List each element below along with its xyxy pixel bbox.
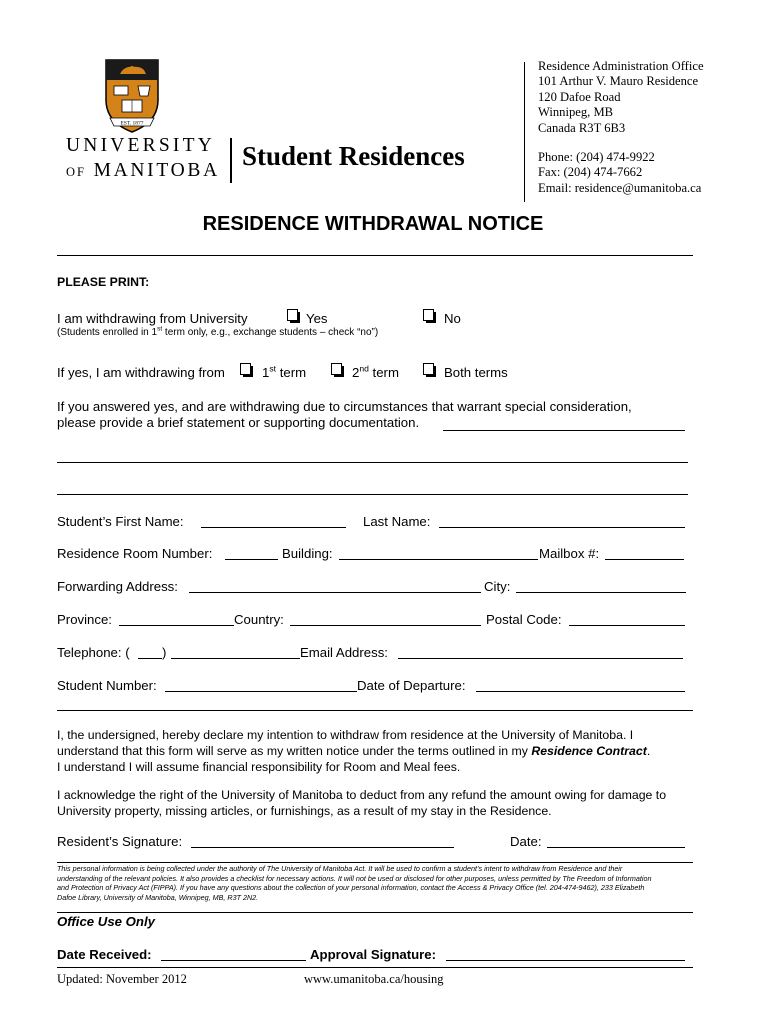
special-consideration-text: If you answered yes, and are withdrawing due to circumstances that warrant special consideration, please provide a brief statement or supporting documentation. — [57, 399, 632, 430]
first-name-label: Student’s First Name: — [57, 514, 184, 529]
area-code-field[interactable] — [138, 658, 162, 659]
form-title: RESIDENCE WITHDRAWAL NOTICE — [202, 213, 544, 235]
date-label: Date: — [510, 834, 542, 849]
office-use-heading: Office Use Only — [57, 914, 155, 929]
housing-url-link[interactable]: www.umanitoba.ca/housing — [304, 972, 444, 986]
updated-date: Updated: November 2012 — [57, 972, 187, 986]
approval-signature-field[interactable] — [446, 960, 685, 961]
country-field[interactable] — [290, 625, 481, 626]
student-number-label: Student Number: — [57, 678, 157, 693]
second-term-label: 2nd term — [352, 363, 399, 380]
postal-code-label: Postal Code: — [486, 612, 562, 627]
date-field[interactable] — [547, 847, 685, 848]
last-name-field[interactable] — [439, 527, 685, 528]
statement-field-line-3[interactable] — [57, 494, 688, 495]
declaration-text: I, the undersigned, hereby declare my intention to withdraw from residence at the University of Manitoba. I understand that this form will serve as my written notice under the terms outlined in my Residence Contract. I understand I will assume financial responsibility for Room and Meal fees. — [57, 728, 651, 774]
last-name-label: Last Name: — [363, 514, 431, 529]
room-number-label: Residence Room Number: — [57, 546, 213, 561]
building-label: Building: — [282, 546, 333, 561]
first-name-field[interactable] — [201, 527, 346, 528]
logo-wordmark-manitoba: OF MANITOBA — [66, 160, 220, 181]
forwarding-address-label: Forwarding Address: — [57, 579, 178, 594]
address-line: Winnipeg, MB — [538, 105, 614, 120]
both-terms-checkbox[interactable] — [423, 363, 436, 377]
telephone-label: Telephone: ( — [57, 645, 130, 660]
address-line: 120 Dafoe Road — [538, 89, 621, 104]
mailbox-label: Mailbox #: — [539, 546, 600, 561]
phone-text: Phone: (204) 474-9922 — [538, 150, 655, 164]
privacy-notice: This personal information is being collected under the authority of The University of Manitoba Act. It will be used to confirm a student’s intent to withdraw from Residence and their understanding of the relevant policies. It also provides a checklist for necessary actions. It will not be used or disclosed for other purposes, unless permitted by The Freedom of Information and Protection of Privacy Act (FIPPA). If you have any questions about the collection of your personal information, contact the Access & Privacy Office (tel. 204-474-9462), 233 Elizabeth Dafoe Library, University of Manitoba, Winnipeg, MB, R3T 2N2. — [57, 864, 652, 902]
first-term-checkbox[interactable] — [240, 363, 253, 377]
statement-field-line-2[interactable] — [57, 462, 688, 463]
departure-date-field[interactable] — [476, 691, 685, 692]
header-divider — [230, 138, 232, 183]
province-label: Province: — [57, 612, 112, 627]
city-field[interactable] — [516, 592, 686, 593]
acknowledgement-text: I acknowledge the right of the University of Manitoba to deduct from any refund the amount owing for damage to University property, missing articles, or furnishings, as a result of my stay in the Residence. — [57, 788, 667, 818]
yes-checkbox[interactable] — [287, 309, 300, 323]
section-rule — [57, 710, 693, 711]
telephone-paren: ) — [162, 645, 167, 660]
postal-code-field[interactable] — [569, 625, 685, 626]
room-number-field[interactable] — [225, 559, 278, 560]
please-print-label: PLEASE PRINT: — [57, 275, 150, 289]
email-field[interactable] — [398, 658, 683, 659]
date-received-label: Date Received: — [57, 947, 152, 962]
office-use-rule — [57, 912, 693, 913]
second-term-checkbox[interactable] — [331, 363, 344, 377]
country-label: Country: — [234, 612, 284, 627]
city-label: City: — [484, 579, 511, 594]
mailbox-field[interactable] — [605, 559, 684, 560]
footer-rule — [57, 967, 693, 968]
email-label: Email Address: — [300, 645, 388, 660]
no-checkbox[interactable] — [423, 309, 436, 323]
university-crest-icon — [58, 46, 208, 136]
departure-date-label: Date of Departure: — [357, 678, 466, 693]
office-address — [538, 59, 704, 136]
address-line: Residence Administration Office — [538, 59, 704, 73]
signature-label: Resident’s Signature: — [57, 834, 183, 849]
approval-signature-label: Approval Signature: — [310, 947, 437, 962]
province-field[interactable] — [119, 625, 234, 626]
address-line: 101 Arthur V. Mauro Residence — [538, 74, 699, 89]
exchange-note: (Students enrolled in 1st term only, e.g., exchange students – check “no”) — [57, 325, 379, 338]
first-term-label: 1st term — [262, 363, 307, 380]
withdraw-university-label: I am withdrawing from University — [57, 311, 248, 326]
withdraw-term-label: If yes, I am withdrawing from — [57, 365, 225, 380]
department-title: Student Residences — [242, 141, 465, 171]
telephone-field[interactable] — [171, 658, 300, 659]
date-received-field[interactable] — [161, 960, 306, 961]
address-line: Canada R3T 6B3 — [538, 120, 626, 135]
no-option-label: No — [444, 311, 461, 326]
statement-field[interactable] — [443, 430, 685, 431]
title-rule — [57, 255, 693, 256]
fax-text: Fax: (204) 474-7662 — [538, 165, 643, 180]
student-number-field[interactable] — [165, 691, 357, 692]
signature-field[interactable] — [191, 847, 454, 848]
yes-option-label: Yes — [306, 311, 328, 326]
both-terms-label: Both terms — [444, 365, 508, 380]
privacy-rule — [57, 862, 693, 863]
svg-text:EST. 1877: EST. 1877 — [120, 120, 144, 127]
email-link[interactable]: Email: residence@umanitoba.ca — [538, 180, 702, 195]
logo-wordmark-university: UNIVERSITY — [66, 135, 215, 156]
forwarding-address-field[interactable] — [189, 592, 481, 593]
office-contact — [538, 150, 701, 196]
address-divider — [524, 62, 525, 202]
building-field[interactable] — [339, 559, 538, 560]
